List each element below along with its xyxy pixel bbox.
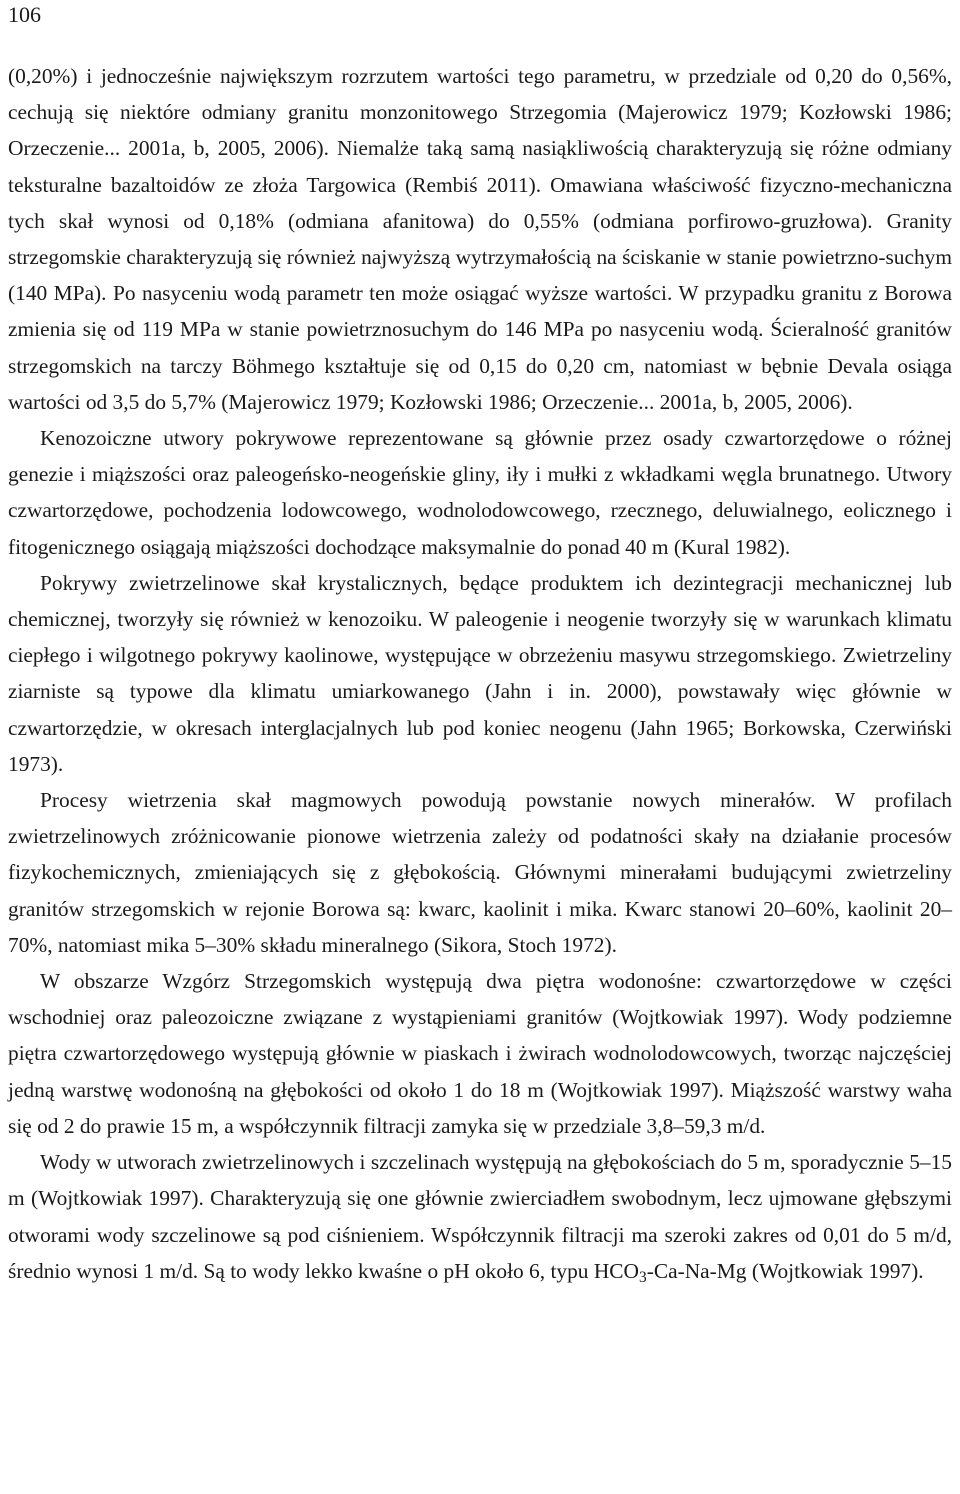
chemical-subscript: 3: [639, 1268, 647, 1286]
page-number: 106: [8, 2, 41, 27]
paragraph: W obszarze Wzgórz Strzegomskich występują dwa piętra wodonośne: czwartorzędowe w części wschodniej oraz paleozoiczne związane z wystąpieniami granitów (Wojtkowiak 1997). Wody podziemne piętra czwartorzędowego występują głównie w piaskach i żwirach wodnolodowcowych, tworząc najczęściej jedną warstwę wodonośną na głębokości od około 1 do 18 m (Wojtkowiak 1997). Miąższość warstwy waha się od 2 do prawie 15 m, a współczynnik filtracji zamyka się w przedziale 3,8–59,3 m/d.: [8, 969, 952, 1138]
paragraph-text: Wody w utworach zwietrzelinowych i szczelinach występują na głębokościach do 5 m, sporadycznie 5–15 m (Wojtkowiak 1997). Charakteryzują się one głównie zwierciadłem swobodnym, lecz ujmowane głębszymi otworami wody szczelinowe są pod ciśnieniem. Współczynnik filtracji ma szeroki zakres od 0,01 do 5 m/d, średnio wynosi 1 m/d. Są to wody lekko kwaśne o pH około 6, typu HCO: [8, 1150, 952, 1283]
paragraph: [8, 1144, 952, 1289]
paragraph: Kenozoiczne utwory pokrywowe reprezentowane są głównie przez osady czwartorzędowe o różnej genezie i miąższości oraz paleogeńsko-neogeńskie gliny, iły i mułki z wkładkami węgla brunatnego. Utwory czwartorzędowe, pochodzenia lodowcowego, wodnolodowcowego, rzecznego, deluwialnego, eolicznego i fitogenicznego osiągają miąższości dochodzące maksymalnie do ponad 40 m (Kural 1982).: [8, 426, 952, 559]
paragraph-text-tail: -Ca-Na-Mg (Wojtkowiak 1997).: [646, 1258, 924, 1283]
paragraph: Pokrywy zwietrzelinowe skał krystalicznych, będące produktem ich dezintegracji mechanicznej lub chemicznej, tworzyły się również w kenozoiku. W paleogenie i neogenie tworzyły się w warunkach klimatu ciepłego i wilgotnego pokrywy kaolinowe, występujące w obrzeżeniu masywu strzegomskiego. Zwietrzeliny ziarniste są typowe dla klimatu umiarkowanego (Jahn i in. 2000), powstawały więc głównie w czwartorzędzie, w okresach interglacjalnych lub pod koniec neogenu (Jahn 1965; Borkowska, Czerwiński 1973).: [8, 570, 952, 776]
paragraph: Procesy wietrzenia skał magmowych powodują powstanie nowych minerałów. W profilach zwietrzelinowych zróżnicowanie pionowe wietrzenia zależy od podatności skały na działanie procesów fizykochemicznych, zmieniających się z głębokością. Głównymi minerałami budującymi zwietrzeliny granitów strzegomskich w rejonie Borowa są: kwarc, kaolinit i mika. Kwarc stanowi 20–60%, kaolinit 20–70%, natomiast mika 5–30% składu mineralnego (Sikora, Stoch 1972).: [8, 788, 952, 957]
body-text: [8, 58, 952, 1289]
paragraph: (0,20%) i jednocześnie największym rozrzutem wartości tego parametru, w przedziale od 0,20 do 0,56%, cechują się niektóre odmiany granitu monzonitowego Strzegomia (Majerowicz 1979; Kozłowski 1986; Orzeczenie... 2001a, b, 2005, 2006). Niemalże taką samą nasiąkliwością charakteryzują się różne odmiany teksturalne bazaltoidów ze złoża Targowica (Rembiś 2011). Omawiana właściwość fizyczno-mechaniczna tych skał wynosi od 0,18% (odmiana afanitowa) do 0,55% (odmiana porfirowo-gruzłowa). Granity strzegomskie charakteryzują się również najwyższą wytrzymałością na ściskanie w stanie powietrzno-suchym (140 MPa). Po nasyceniu wodą parametr ten może osiągać wyższe wartości. W przypadku granitu z Borowa zmienia się od 119 MPa w stanie powietrznosuchym do 146 MPa po nasyceniu wodą. Ścieralność granitów strzegomskich na tarczy Böhmego kształtuje się od 0,15 do 0,20 cm, natomiast w bębnie Devala osiąga wartości od 3,5 do 5,7% (Majerowicz 1979; Kozłowski 1986; Orzeczenie... 2001a, b, 2005, 2006).: [8, 64, 952, 414]
